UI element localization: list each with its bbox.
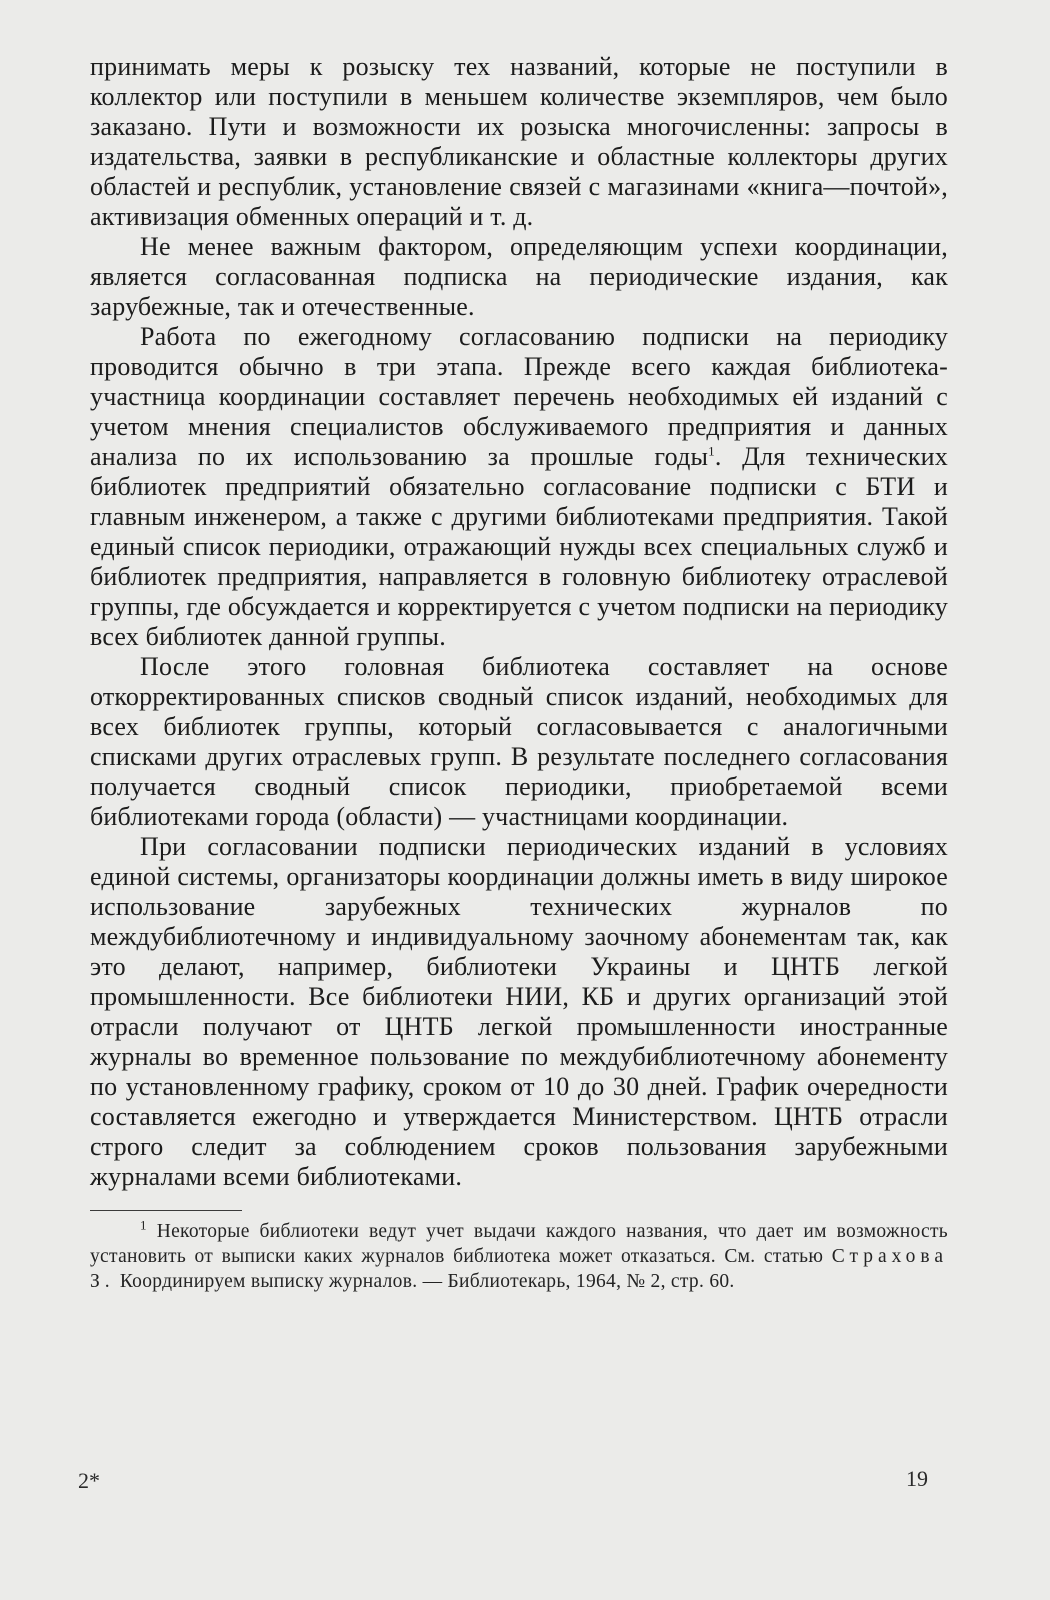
paragraph-3-text-after: . Для технических библиотек предприятий обязательно согласование подписки с БТИ и главным инженером, а также с другими библиотеками предприятия. Такой единый список периодики, отражающий нужды всех специальных служб и библиотек предприятия, направляется в головную библиотеку отраслевой группы, где обсуждается и корректируется с учетом подписки на периодику всех библиотек данной группы.: [90, 442, 948, 651]
footnote-text-after: Координируем выписку журналов. — Библиотекарь, 1964, № 2, стр. 60.: [119, 1271, 735, 1292]
footnote-reference-marker: 1: [708, 443, 715, 459]
footnote-author: Страхова З.: [90, 1246, 948, 1292]
footnote-text-before: Некоторые библиотеки ведут учет выдачи каждого названия, что дает им возможность установить от выписки каких журналов библиотека может отказаться. См. статью: [90, 1221, 948, 1267]
signature-mark: 2*: [78, 1468, 100, 1493]
page-number: 19: [906, 1466, 928, 1491]
paragraph-3: [90, 322, 948, 652]
paragraph-5: При согласовании подписки периодических изданий в условиях единой системы, организаторы координации должны иметь в виду широкое использование зарубежных технических журналов по междубиблиотечному и индивидуальному заочному абонементам так, как это делают, например, библиотеки Украины и ЦНТБ легкой промышленности. Все библиотеки НИИ, КБ и других организаций этой отрасли получают от ЦНТБ легкой промышленности иностранные журналы во временное пользование по междубиблиотечному абонементу по установленному графику, сроком от 10 до 30 дней. График очередности составляется ежегодно и утверждается Министерством. ЦНТБ отрасли строго следит за соблюдением сроков пользования зарубежными журналами всеми библиотеками.: [90, 832, 948, 1191]
paragraph-2: Не менее важным фактором, определяющим успехи координации, является согласованная подписка на периодические издания, как зарубежные, так и отечественные.: [90, 232, 948, 321]
footnote: [90, 1219, 948, 1294]
footnote-separator-rule: [90, 1210, 242, 1211]
paragraph-4: После этого головная библиотека составляет на основе откорректированных списков сводный список изданий, необходимых для всех библиотек группы, который согласовывается с аналогичными списками других отраслевых групп. В результате последнего согласования получается сводный список периодики, приобретаемой всеми библиотеками города (области) — участницами координации.: [90, 652, 948, 831]
paragraph-1: принимать меры к розыску тех названий, которые не поступили в коллектор или поступили в меньшем количестве экземпляров, чем было заказано. Пути и возможности их розыска многочисленны: запросы в издательства, заявки в республиканские и областные коллекторы других областей и республик, установление связей с магазинами «книга—почтой», активизация обменных операций и т. д.: [90, 52, 948, 231]
page-body: [90, 52, 948, 1294]
footnote-marker: 1: [140, 1217, 147, 1233]
paragraph-3-text-before: Работа по ежегодному согласованию подписки на периодику проводится обычно в три этапа. Прежде всего каждая библиотека-участница координации составляет перечень необходимых ей изданий с учетом мнения специалистов обслуживаемого предприятия и данных анализа по их использованию за прошлые годы: [90, 322, 948, 471]
